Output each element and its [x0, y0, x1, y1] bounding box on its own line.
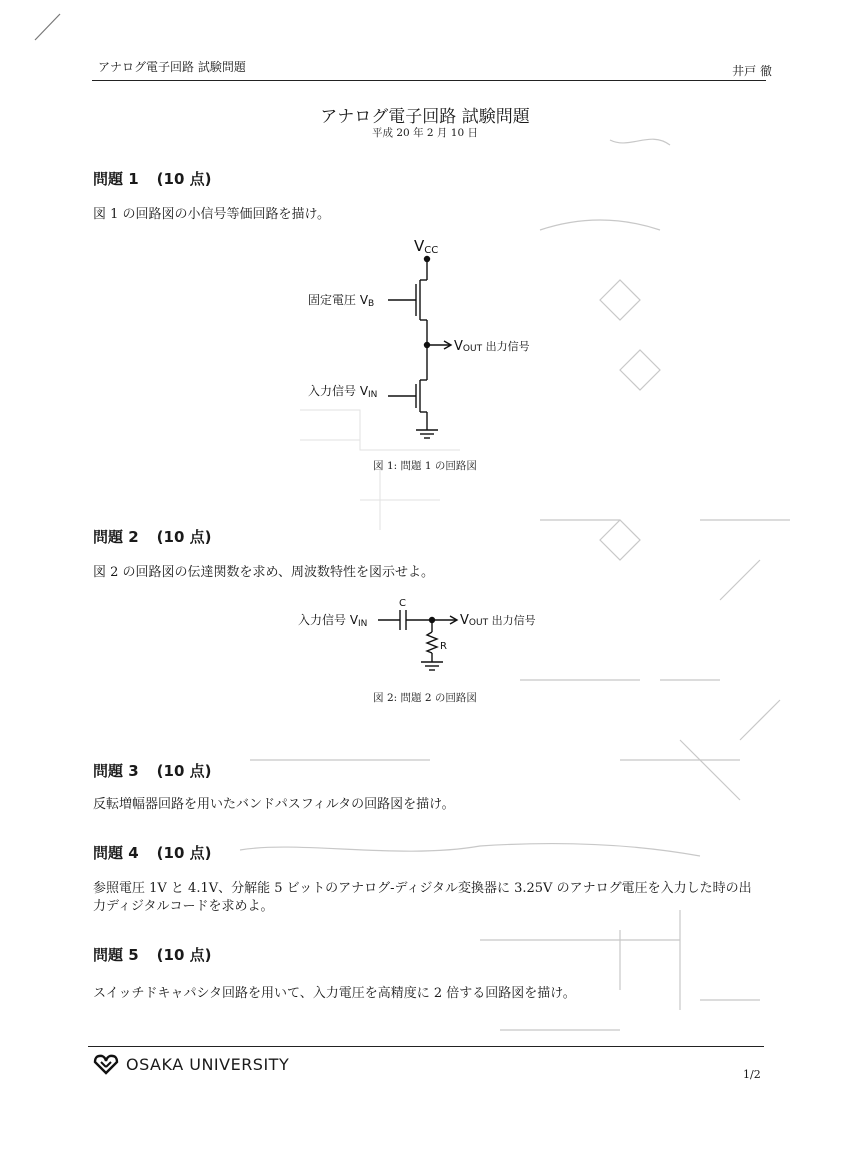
fig1-out-label: V — [454, 339, 463, 354]
q1-title: 問題 1 — [93, 170, 139, 188]
fig2-cap-label: C — [399, 598, 406, 609]
figure-1-circuit — [290, 232, 560, 447]
fig2-res-label: R — [440, 641, 447, 652]
header-course: アナログ電子回路 試験問題 — [98, 60, 246, 74]
q4-body: 参照電圧 1V と 4.1V、分解能 5 ビットのアナログ-ディジタル変換器に 3.25V のアナログ電圧を入力した時の出力ディジタルコードを求めよ。 — [93, 881, 752, 914]
fig1-caption: 図 1: 問題 1 の回路図 — [373, 460, 477, 472]
q2-points: (10 点) — [156, 528, 212, 546]
footer-rule — [88, 1046, 764, 1047]
figure-2-circuit — [290, 596, 570, 676]
q3-title: 問題 3 — [93, 762, 139, 780]
fig1-vcc-sub: CC — [424, 245, 439, 256]
fig1-out-sub: OUT — [462, 344, 483, 354]
q5-title: 問題 5 — [93, 946, 139, 964]
header-author: 井戸 徹 — [732, 64, 772, 78]
svg-text:VOUT 出力信号 — [460, 613, 536, 628]
q4-title: 問題 4 — [93, 844, 139, 862]
q4-heading — [93, 842, 211, 863]
q1-heading — [93, 168, 211, 189]
fig2-out-label: V — [460, 613, 469, 628]
fig2-out-sub: OUT — [468, 618, 489, 628]
fig1-vcc-label: V — [414, 237, 425, 255]
q2-body: 図 2 の回路図の伝達関数を求め、周波数特性を図示せよ。 — [93, 565, 435, 580]
q3-points: (10 点) — [156, 762, 212, 780]
svg-text:入力信号 VIN — [298, 612, 367, 629]
university-emblem-icon — [92, 1053, 120, 1075]
fig1-in-label: 入力信号 V — [308, 384, 369, 398]
fig2-caption: 図 2: 問題 2 の回路図 — [373, 692, 477, 704]
q5-points: (10 点) — [156, 946, 212, 964]
q4-points: (10 点) — [156, 844, 212, 862]
doc-title: アナログ電子回路 試験問題 — [320, 107, 530, 127]
header-rule — [92, 80, 766, 81]
fig2-in-label: 入力信号 V — [298, 613, 359, 627]
page-number: 1/2 — [743, 1068, 761, 1081]
university-logo — [92, 1053, 289, 1075]
fig1-bias-sub: B — [368, 299, 375, 309]
fig1-in-sub: IN — [368, 390, 378, 400]
doc-date: 平成 20 年 2 月 10 日 — [372, 127, 478, 139]
svg-text:VOUT 出力信号 — [454, 339, 530, 354]
fig2-out-suffix: 出力信号 — [488, 614, 536, 627]
fig1-out-suffix: 出力信号 — [482, 340, 530, 353]
q5-heading — [93, 944, 211, 965]
q5-body: スイッチドキャパシタ回路を用いて、入力電圧を高精度に 2 倍する回路図を描け。 — [93, 986, 576, 1001]
q2-title: 問題 2 — [93, 528, 139, 546]
university-name: OSAKA UNIVERSITY — [126, 1054, 290, 1074]
q1-points: (10 点) — [156, 170, 212, 188]
q2-heading — [93, 526, 211, 547]
q3-heading — [93, 760, 211, 781]
svg-text:固定電圧 VB — [308, 293, 374, 309]
q1-body: 図 1 の回路図の小信号等価回路を描け。 — [93, 207, 331, 222]
q3-body: 反転増幅器回路を用いたバンドパスフィルタの回路図を描け。 — [93, 797, 455, 812]
svg-text:入力信号 VIN — [308, 383, 377, 400]
fig1-bias-label: 固定電圧 V — [308, 293, 369, 307]
svg-text:VCC — [414, 237, 438, 256]
fig2-in-sub: IN — [358, 619, 368, 629]
